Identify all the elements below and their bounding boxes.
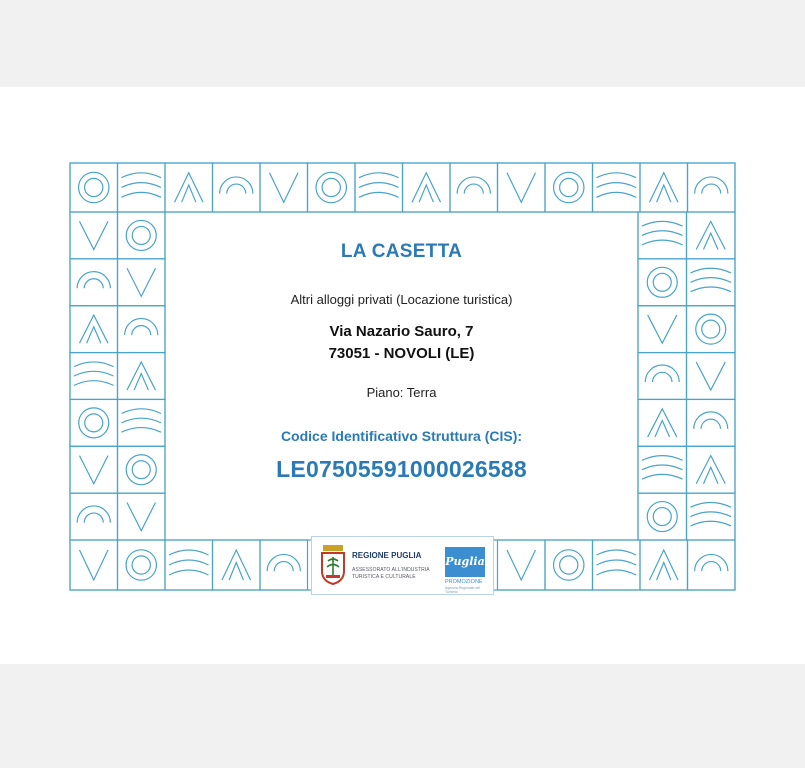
regione-puglia-department-line2: TURISTICA E CULTURALE — [352, 574, 416, 580]
regione-puglia-emblem-icon — [320, 545, 346, 585]
address-city: 73051 - NOVOLI (LE) — [328, 345, 475, 362]
puglia-promozione-name: PROMOZIONE — [445, 579, 483, 585]
floor-info: Piano: Terra — [366, 385, 437, 400]
accommodation-category: Altri alloggi privati (Locazione turistica) — [290, 292, 513, 307]
regione-puglia-department: ASSESSORATO ALL'INDUSTRIA — [352, 567, 430, 573]
property-name: LA CASETTA — [340, 241, 463, 262]
cis-code: LE07505591000026588 — [276, 456, 527, 482]
logo-box — [311, 536, 494, 595]
sign-content — [165, 212, 638, 540]
puglia-promozione-logo: Puglia — [445, 547, 485, 577]
regione-puglia-name: REGIONE PUGLIA — [352, 551, 422, 560]
puglia-promozione-subtitle: Agenzia Regionale del Turismo — [445, 586, 481, 594]
cis-label: Codice Identificativo Struttura (CIS): — [280, 428, 523, 444]
address-street: Via Nazario Sauro, 7 — [329, 323, 474, 340]
